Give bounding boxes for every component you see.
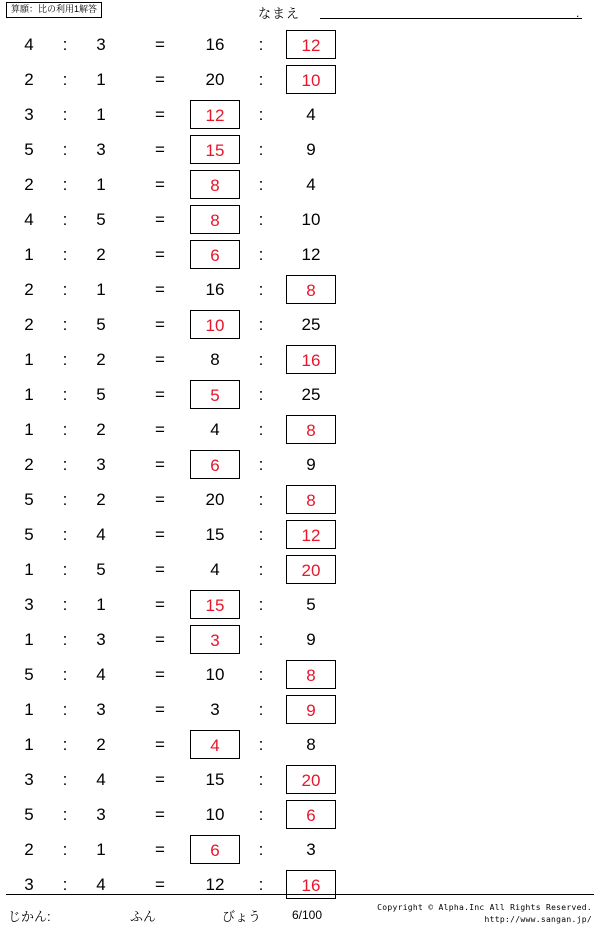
colon-separator-2: : [258, 70, 264, 89]
problem-row [0, 62, 600, 97]
ratio-term-c: 3 [210, 700, 220, 719]
answer-box-c[interactable]: 12 [190, 100, 240, 129]
ratio-term-b: 5 [96, 315, 106, 334]
colon-separator-2: : [258, 805, 264, 824]
problem-row [0, 657, 600, 692]
ratio-term-b: 1 [96, 70, 106, 89]
problem-row [0, 517, 600, 552]
equals-sign: = [155, 280, 165, 299]
problem-row [0, 412, 600, 447]
colon-separator-1: : [62, 70, 68, 89]
equals-sign: = [155, 700, 165, 719]
answer-box-d[interactable]: 8 [286, 275, 336, 304]
answer-box-c[interactable]: 6 [190, 835, 240, 864]
colon-separator-1: : [62, 350, 68, 369]
colon-separator-2: : [258, 840, 264, 859]
ratio-term-a: 1 [24, 560, 34, 579]
colon-separator-2: : [258, 315, 264, 334]
answer-box-c[interactable]: 15 [190, 135, 240, 164]
colon-separator-2: : [258, 245, 264, 264]
ratio-term-b: 1 [96, 280, 106, 299]
colon-separator-1: : [62, 840, 68, 859]
problem-row [0, 797, 600, 832]
equals-sign: = [155, 840, 165, 859]
ratio-term-d: 25 [301, 385, 321, 404]
ratio-term-c: 4 [210, 420, 220, 439]
website-url: http://www.sangan.jp/ [484, 915, 592, 924]
equals-sign: = [155, 455, 165, 474]
equals-sign: = [155, 350, 165, 369]
ratio-term-d: 9 [306, 140, 316, 159]
colon-separator-2: : [258, 210, 264, 229]
ratio-term-a: 3 [24, 595, 34, 614]
problem-row [0, 167, 600, 202]
answer-box-c[interactable]: 8 [190, 205, 240, 234]
ratio-term-b: 3 [96, 805, 106, 824]
ratio-term-b: 2 [96, 490, 106, 509]
page-header [0, 0, 600, 24]
answer-box-c[interactable]: 3 [190, 625, 240, 654]
ratio-term-c: 10 [205, 665, 225, 684]
colon-separator-2: : [258, 105, 264, 124]
answer-box-d[interactable]: 16 [286, 345, 336, 374]
answer-box-d[interactable]: 8 [286, 485, 336, 514]
problem-row [0, 762, 600, 797]
ratio-term-c: 20 [205, 490, 225, 509]
ratio-term-a: 4 [24, 35, 34, 54]
equals-sign: = [155, 210, 165, 229]
colon-separator-1: : [62, 665, 68, 684]
colon-separator-2: : [258, 35, 264, 54]
problem-row [0, 552, 600, 587]
ratio-term-c: 10 [205, 805, 225, 824]
answer-box-d[interactable]: 8 [286, 660, 336, 689]
colon-separator-1: : [62, 700, 68, 719]
problem-row [0, 692, 600, 727]
copyright-text: Copyright © Alpha.Inc All Rights Reserved. [377, 903, 592, 912]
equals-sign: = [155, 105, 165, 124]
colon-separator-2: : [258, 700, 264, 719]
answer-box-d[interactable]: 20 [286, 555, 336, 584]
colon-separator-1: : [62, 770, 68, 789]
ratio-term-b: 5 [96, 560, 106, 579]
answer-box-c[interactable]: 5 [190, 380, 240, 409]
colon-separator-2: : [258, 385, 264, 404]
colon-separator-1: : [62, 175, 68, 194]
time-label-jikan: じかん: [8, 909, 51, 924]
ratio-term-a: 2 [24, 315, 34, 334]
colon-separator-2: : [258, 665, 264, 684]
problem-row [0, 622, 600, 657]
ratio-term-a: 2 [24, 70, 34, 89]
colon-separator-1: : [62, 560, 68, 579]
colon-separator-1: : [62, 245, 68, 264]
ratio-term-a: 5 [24, 805, 34, 824]
answer-box-d[interactable]: 9 [286, 695, 336, 724]
ratio-term-a: 1 [24, 420, 34, 439]
equals-sign: = [155, 490, 165, 509]
colon-separator-1: : [62, 385, 68, 404]
answer-box-c[interactable]: 15 [190, 590, 240, 619]
ratio-term-b: 1 [96, 840, 106, 859]
ratio-term-b: 3 [96, 140, 106, 159]
name-period: . [576, 6, 580, 20]
ratio-term-a: 2 [24, 280, 34, 299]
problem-row [0, 342, 600, 377]
ratio-term-a: 1 [24, 350, 34, 369]
colon-separator-1: : [62, 140, 68, 159]
answer-box-d[interactable]: 12 [286, 520, 336, 549]
name-input-line[interactable] [320, 18, 582, 19]
ratio-term-a: 4 [24, 210, 34, 229]
colon-separator-2: : [258, 350, 264, 369]
ratio-term-b: 3 [96, 455, 106, 474]
ratio-term-a: 1 [24, 385, 34, 404]
equals-sign: = [155, 595, 165, 614]
ratio-term-a: 1 [24, 735, 34, 754]
answer-box-d[interactable]: 6 [286, 800, 336, 829]
ratio-term-a: 2 [24, 175, 34, 194]
ratio-term-c: 15 [205, 770, 225, 789]
colon-separator-1: : [62, 315, 68, 334]
ratio-term-c: 8 [210, 350, 220, 369]
colon-separator-2: : [258, 595, 264, 614]
problem-row [0, 482, 600, 517]
footer-divider [6, 894, 594, 895]
equals-sign: = [155, 420, 165, 439]
ratio-term-b: 5 [96, 385, 106, 404]
equals-sign: = [155, 735, 165, 754]
ratio-term-b: 3 [96, 700, 106, 719]
colon-separator-2: : [258, 735, 264, 754]
ratio-term-d: 12 [301, 245, 321, 264]
answer-box-d[interactable]: 10 [286, 65, 336, 94]
ratio-term-b: 1 [96, 105, 106, 124]
colon-separator-2: : [258, 630, 264, 649]
equals-sign: = [155, 665, 165, 684]
colon-separator-1: : [62, 630, 68, 649]
ratio-term-b: 4 [96, 875, 106, 894]
answer-box-d[interactable]: 8 [286, 415, 336, 444]
equals-sign: = [155, 875, 165, 894]
ratio-term-b: 1 [96, 175, 106, 194]
ratio-term-d: 10 [301, 210, 321, 229]
answer-box-d[interactable]: 12 [286, 30, 336, 59]
problem-row [0, 447, 600, 482]
name-label: なまえ [258, 6, 301, 21]
page-number: 6/100 [292, 908, 323, 922]
ratio-term-d: 9 [306, 630, 316, 649]
ratio-term-b: 2 [96, 420, 106, 439]
ratio-term-a: 1 [24, 700, 34, 719]
ratio-term-d: 4 [306, 175, 316, 194]
problem-row [0, 832, 600, 867]
colon-separator-2: : [258, 140, 264, 159]
ratio-term-c: 20 [205, 70, 225, 89]
ratio-term-c: 16 [205, 280, 225, 299]
answer-box-d[interactable]: 20 [286, 765, 336, 794]
answer-box-c[interactable]: 6 [190, 450, 240, 479]
colon-separator-1: : [62, 455, 68, 474]
colon-separator-1: : [62, 35, 68, 54]
ratio-term-b: 3 [96, 630, 106, 649]
equals-sign: = [155, 175, 165, 194]
colon-separator-1: : [62, 105, 68, 124]
colon-separator-1: : [62, 875, 68, 894]
ratio-term-a: 3 [24, 875, 34, 894]
problem-row [0, 97, 600, 132]
ratio-term-b: 3 [96, 35, 106, 54]
answer-box-c[interactable]: 6 [190, 240, 240, 269]
equals-sign: = [155, 35, 165, 54]
ratio-term-a: 3 [24, 105, 34, 124]
ratio-term-a: 2 [24, 455, 34, 474]
problem-row [0, 727, 600, 762]
problem-row [0, 202, 600, 237]
equals-sign: = [155, 140, 165, 159]
ratio-term-a: 5 [24, 140, 34, 159]
page-footer [0, 894, 600, 940]
answer-box-c[interactable]: 10 [190, 310, 240, 339]
ratio-term-a: 3 [24, 770, 34, 789]
ratio-term-c: 12 [205, 875, 225, 894]
colon-separator-2: : [258, 770, 264, 789]
problem-row [0, 27, 600, 62]
ratio-term-a: 5 [24, 490, 34, 509]
ratio-term-d: 25 [301, 315, 321, 334]
ratio-term-a: 1 [24, 630, 34, 649]
colon-separator-2: : [258, 455, 264, 474]
time-label-fun: ふん [130, 909, 157, 924]
ratio-term-a: 1 [24, 245, 34, 264]
equals-sign: = [155, 630, 165, 649]
problem-row [0, 587, 600, 622]
equals-sign: = [155, 315, 165, 334]
time-label-byou: びょう [222, 909, 262, 924]
answer-box-d[interactable]: 16 [286, 870, 336, 899]
ratio-term-d: 5 [306, 595, 316, 614]
problem-row [0, 237, 600, 272]
colon-separator-1: : [62, 805, 68, 824]
problem-row [0, 132, 600, 167]
ratio-term-d: 8 [306, 735, 316, 754]
colon-separator-2: : [258, 875, 264, 894]
colon-separator-2: : [258, 560, 264, 579]
equals-sign: = [155, 525, 165, 544]
copyright-block [377, 902, 592, 926]
colon-separator-2: : [258, 525, 264, 544]
colon-separator-1: : [62, 735, 68, 754]
ratio-term-d: 4 [306, 105, 316, 124]
answer-box-c[interactable]: 4 [190, 730, 240, 759]
ratio-term-b: 4 [96, 525, 106, 544]
ratio-term-c: 4 [210, 560, 220, 579]
ratio-term-a: 2 [24, 840, 34, 859]
ratio-term-c: 15 [205, 525, 225, 544]
colon-separator-1: : [62, 595, 68, 614]
colon-separator-1: : [62, 490, 68, 509]
worksheet-title: 算願：比の利用1解答 [6, 2, 102, 18]
ratio-term-d: 3 [306, 840, 316, 859]
equals-sign: = [155, 560, 165, 579]
colon-separator-2: : [258, 280, 264, 299]
ratio-term-a: 5 [24, 665, 34, 684]
equals-sign: = [155, 770, 165, 789]
colon-separator-1: : [62, 420, 68, 439]
problem-list [0, 27, 600, 902]
answer-box-c[interactable]: 8 [190, 170, 240, 199]
ratio-term-b: 2 [96, 350, 106, 369]
ratio-term-d: 9 [306, 455, 316, 474]
equals-sign: = [155, 385, 165, 404]
colon-separator-1: : [62, 525, 68, 544]
ratio-term-b: 2 [96, 735, 106, 754]
problem-row [0, 307, 600, 342]
ratio-term-b: 4 [96, 770, 106, 789]
equals-sign: = [155, 245, 165, 264]
colon-separator-2: : [258, 490, 264, 509]
problem-row [0, 272, 600, 307]
ratio-term-b: 4 [96, 665, 106, 684]
ratio-term-a: 5 [24, 525, 34, 544]
problem-row [0, 377, 600, 412]
colon-separator-1: : [62, 280, 68, 299]
ratio-term-b: 2 [96, 245, 106, 264]
colon-separator-1: : [62, 210, 68, 229]
ratio-term-b: 5 [96, 210, 106, 229]
colon-separator-2: : [258, 175, 264, 194]
equals-sign: = [155, 805, 165, 824]
ratio-term-b: 1 [96, 595, 106, 614]
equals-sign: = [155, 70, 165, 89]
ratio-term-c: 16 [205, 35, 225, 54]
colon-separator-2: : [258, 420, 264, 439]
